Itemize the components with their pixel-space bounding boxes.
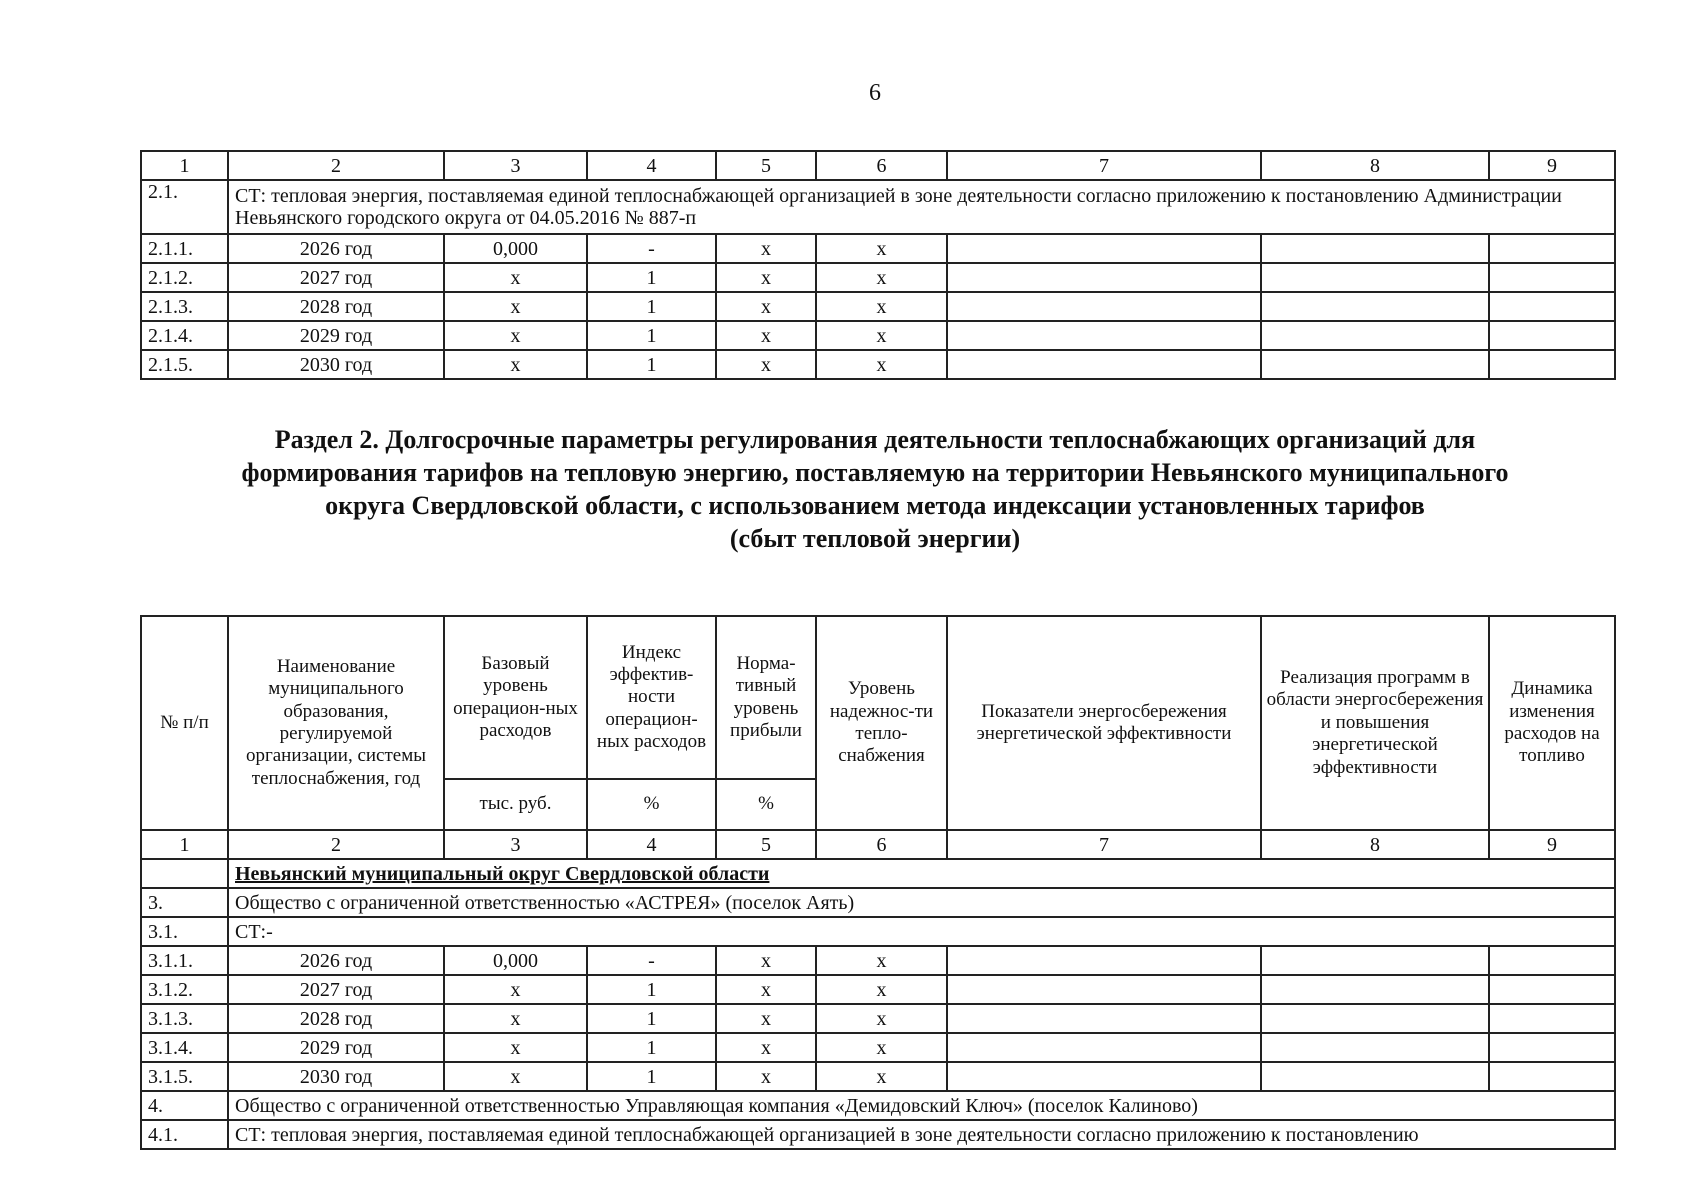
section-title-line: Раздел 2. Долгосрочные параметры регулирования деятельности теплоснабжающих организаций для [274, 425, 1476, 454]
row-number: 3.1.2. [141, 975, 228, 1004]
year-cell: 2030 год [228, 1062, 444, 1091]
year-cell: 2028 год [228, 1004, 444, 1033]
header-number: № п/п [141, 616, 228, 830]
efficiency-index-cell: 1 [587, 350, 716, 379]
year-cell: 2029 год [228, 1033, 444, 1062]
reliability-cell: х [816, 1062, 947, 1091]
table-row [141, 350, 1615, 379]
row-number: 4.1. [141, 1120, 228, 1149]
column-number-row [141, 830, 1615, 859]
row-number: 3.1.3. [141, 1004, 228, 1033]
empty-cell [141, 859, 228, 888]
reliability-cell: х [816, 975, 947, 1004]
col-number: 1 [141, 830, 228, 859]
header-fuel-dynamics: Динамика изменения расходов на топливо [1489, 616, 1615, 830]
section-description: СТ: тепловая энергия, поставляемая единой теплоснабжающей организацией в зоне деятельности согласно приложению к постановлению Администрации Невьянского городского округа от 04.05.2016 № 887-п [228, 180, 1615, 234]
col-number: 5 [716, 151, 816, 180]
profit-level-cell: х [716, 1004, 816, 1033]
col-number: 7 [947, 151, 1261, 180]
year-cell: 2030 год [228, 350, 444, 379]
organization-row [141, 1091, 1615, 1120]
row-number: 3. [141, 888, 228, 917]
year-cell: 2026 год [228, 234, 444, 263]
efficiency-index-cell: 1 [587, 1004, 716, 1033]
col-number: 8 [1261, 830, 1489, 859]
row-number: 3.1. [141, 917, 228, 946]
row-number: 2.1.4. [141, 321, 228, 350]
empty-cell [1489, 321, 1615, 350]
empty-cell [1261, 975, 1489, 1004]
empty-cell [1261, 946, 1489, 975]
row-number: 3.1.5. [141, 1062, 228, 1091]
organization-row [141, 888, 1615, 917]
efficiency-index-cell: 1 [587, 975, 716, 1004]
empty-cell [947, 234, 1261, 263]
empty-cell [1261, 1062, 1489, 1091]
table-row [141, 1062, 1615, 1091]
header-organization: Наименование муниципального образования, регулируемой организации, системы теплоснабжения, год [228, 616, 444, 830]
col-number: 4 [587, 151, 716, 180]
empty-cell [947, 350, 1261, 379]
empty-cell [1489, 1033, 1615, 1062]
col-number: 2 [228, 151, 444, 180]
header-reliability: Уровень надежнос-ти тепло-снабжения [816, 616, 947, 830]
empty-cell [947, 263, 1261, 292]
section-row [141, 180, 1615, 234]
reliability-cell: х [816, 1004, 947, 1033]
base-cost-cell: х [444, 1062, 587, 1091]
table-top [140, 150, 1616, 380]
base-cost-cell: х [444, 975, 587, 1004]
col-number: 3 [444, 830, 587, 859]
empty-cell [1261, 292, 1489, 321]
year-cell: 2028 год [228, 292, 444, 321]
reliability-cell: х [816, 1033, 947, 1062]
municipality-row [141, 859, 1615, 888]
base-cost-cell: х [444, 1033, 587, 1062]
row-number: 3.1.4. [141, 1033, 228, 1062]
col-number: 4 [587, 830, 716, 859]
empty-cell [947, 946, 1261, 975]
table-row [141, 946, 1615, 975]
system-row [141, 917, 1615, 946]
base-cost-cell: 0,000 [444, 946, 587, 975]
profit-level-cell: х [716, 1062, 816, 1091]
profit-level-cell: х [716, 263, 816, 292]
organization-name: Общество с ограниченной ответственностью Управляющая компания «Демидовский Ключ» (поселок Калиново) [228, 1091, 1615, 1120]
row-number: 2.1. [141, 180, 228, 234]
empty-cell [947, 975, 1261, 1004]
header-programs: Реализация программ в области энергосбережения и повышения энергетической эффективности [1261, 616, 1489, 830]
profit-level-cell: х [716, 234, 816, 263]
reliability-cell: х [816, 263, 947, 292]
efficiency-index-cell: - [587, 946, 716, 975]
table-row [141, 1004, 1615, 1033]
col-number: 3 [444, 151, 587, 180]
col-number: 9 [1489, 830, 1615, 859]
unit-profit-level: % [716, 779, 816, 830]
table-row [141, 321, 1615, 350]
year-cell: 2027 год [228, 975, 444, 1004]
year-cell: 2026 год [228, 946, 444, 975]
empty-cell [1261, 1004, 1489, 1033]
empty-cell [1261, 263, 1489, 292]
section-title-line: округа Свердловской области, с использованием метода индексации установленных тарифов [325, 491, 1425, 520]
empty-cell [947, 1062, 1261, 1091]
municipality-name: Невьянский муниципальный округ Свердловской области [228, 859, 1615, 888]
header-row [141, 616, 1615, 779]
empty-cell [1261, 350, 1489, 379]
base-cost-cell: 0,000 [444, 234, 587, 263]
row-number: 2.1.2. [141, 263, 228, 292]
section-title-line: формирования тарифов на тепловую энергию, поставляемую на территории Невьянского муниципального [241, 458, 1509, 487]
unit-efficiency-index: % [587, 779, 716, 830]
base-cost-cell: х [444, 1004, 587, 1033]
base-cost-cell: х [444, 263, 587, 292]
reliability-cell: х [816, 292, 947, 321]
efficiency-index-cell: 1 [587, 292, 716, 321]
col-number: 9 [1489, 151, 1615, 180]
table-row [141, 975, 1615, 1004]
header-efficiency-index: Индекс эффектив-ности операцион-ных расходов [587, 616, 716, 779]
efficiency-index-cell: 1 [587, 1033, 716, 1062]
col-number: 7 [947, 830, 1261, 859]
section-title-line: (сбыт тепловой энергии) [729, 524, 1021, 553]
table-row [141, 292, 1615, 321]
column-number-row [141, 151, 1615, 180]
base-cost-cell: х [444, 350, 587, 379]
reliability-cell: х [816, 946, 947, 975]
reliability-cell: х [816, 234, 947, 263]
section-title [0, 423, 1697, 555]
system-name: СТ:- [228, 917, 1615, 946]
efficiency-index-cell: - [587, 234, 716, 263]
col-number: 6 [816, 830, 947, 859]
year-cell: 2029 год [228, 321, 444, 350]
empty-cell [947, 1033, 1261, 1062]
row-number: 2.1.1. [141, 234, 228, 263]
empty-cell [947, 1004, 1261, 1033]
header-base-cost: Базовый уровень операцион-ных расходов [444, 616, 587, 779]
page-number: 6 [869, 80, 881, 106]
base-cost-cell: х [444, 321, 587, 350]
empty-cell [1489, 350, 1615, 379]
col-number: 2 [228, 830, 444, 859]
profit-level-cell: х [716, 975, 816, 1004]
base-cost-cell: х [444, 292, 587, 321]
reliability-cell: х [816, 350, 947, 379]
empty-cell [1489, 946, 1615, 975]
header-energy-saving: Показатели энергосбережения энергетической эффективности [947, 616, 1261, 830]
profit-level-cell: х [716, 292, 816, 321]
empty-cell [1489, 1062, 1615, 1091]
empty-cell [1261, 1033, 1489, 1062]
empty-cell [1489, 1004, 1615, 1033]
empty-cell [1489, 975, 1615, 1004]
col-number: 1 [141, 151, 228, 180]
reliability-cell: х [816, 321, 947, 350]
organization-name: Общество с ограниченной ответственностью «АСТРЕЯ» (поселок Аять) [228, 888, 1615, 917]
row-number: 2.1.3. [141, 292, 228, 321]
empty-cell [1261, 234, 1489, 263]
table-row [141, 234, 1615, 263]
empty-cell [947, 292, 1261, 321]
profit-level-cell: х [716, 946, 816, 975]
row-number: 3.1.1. [141, 946, 228, 975]
col-number: 8 [1261, 151, 1489, 180]
empty-cell [1261, 321, 1489, 350]
profit-level-cell: х [716, 321, 816, 350]
empty-cell [1489, 292, 1615, 321]
table-parameters [140, 615, 1616, 1150]
unit-base-cost: тыс. руб. [444, 779, 587, 830]
empty-cell [947, 321, 1261, 350]
year-cell: 2027 год [228, 263, 444, 292]
row-number: 4. [141, 1091, 228, 1120]
system-name: СТ: тепловая энергия, поставляемая единой теплоснабжающей организацией в зоне деятельности согласно приложению к постановлению [228, 1120, 1615, 1149]
table-row [141, 263, 1615, 292]
system-row [141, 1120, 1615, 1149]
col-number: 6 [816, 151, 947, 180]
table-row [141, 1033, 1615, 1062]
efficiency-index-cell: 1 [587, 321, 716, 350]
header-profit-level: Норма-тивный уровень прибыли [716, 616, 816, 779]
empty-cell [1489, 234, 1615, 263]
empty-cell [1489, 263, 1615, 292]
row-number: 2.1.5. [141, 350, 228, 379]
profit-level-cell: х [716, 350, 816, 379]
col-number: 5 [716, 830, 816, 859]
efficiency-index-cell: 1 [587, 263, 716, 292]
efficiency-index-cell: 1 [587, 1062, 716, 1091]
profit-level-cell: х [716, 1033, 816, 1062]
